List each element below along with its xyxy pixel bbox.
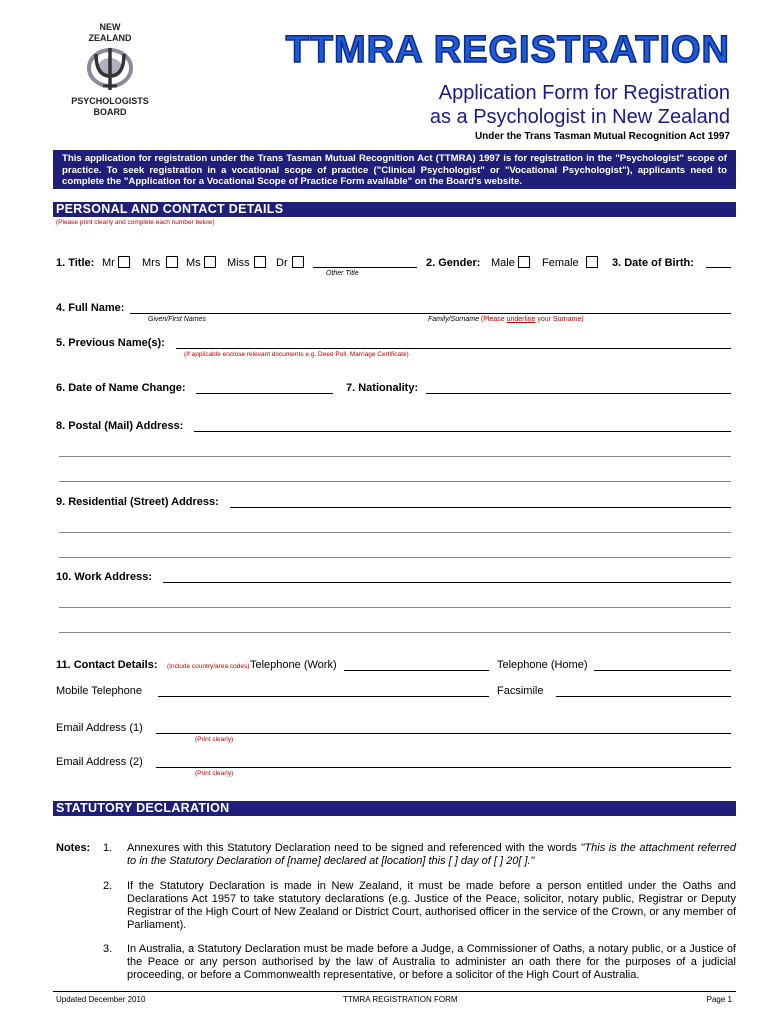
telephone-home-field[interactable]: [594, 670, 731, 671]
other-title-field[interactable]: [313, 267, 417, 268]
note-3-text: In Australia, a Statutory Declaration must be made before a Judge, a Commissioner of Oaths, a notary public, or a Justice of the Peace or any person authorised by the law of Australia to administer an oath there for the purposes of a judicial proceeding, or before a Commonwealth representative, or before a solicitor of the High Court of Australia.: [127, 943, 736, 981]
email-1-print-note: (Print clearly): [195, 736, 234, 743]
email-1-field[interactable]: [156, 733, 731, 734]
name-change-date-label: 6. Date of Name Change:: [56, 382, 186, 394]
work-address-field-2[interactable]: [59, 607, 731, 608]
mobile-telephone-field[interactable]: [158, 696, 489, 697]
title-mr-checkbox[interactable]: [118, 256, 130, 268]
footer-form-name: TTMRA REGISTRATION FORM: [343, 995, 458, 1004]
note-1-text-italic: "This is the attachment referred to in the Statutory Declaration of [name] declared at [location] this [ ] day of [ ] 20[ ].": [127, 842, 736, 867]
title-option-miss-label: Miss: [227, 257, 250, 269]
psi-emblem-icon: [86, 46, 134, 92]
email-1-label: Email Address (1): [56, 722, 143, 734]
note-1-text-plain: Annexures with this Statutory Declaration need to be signed and referenced with the words: [127, 842, 581, 854]
gender-male-checkbox[interactable]: [518, 256, 530, 268]
gender-female-checkbox[interactable]: [586, 256, 598, 268]
note-2-text: If the Statutory Declaration is made in New Zealand, it must be made before a person entitled under the Oaths and Declarations Act 1957 to take statutory declarations (e.g. Justice of the Peace, solicitor, notary public, Registrar or Deputy Registrar of the High Court of New Zealand or District Court, authorised officer in the service of the Crown, or any member of Parliament).: [127, 880, 736, 931]
contact-details-label: 11. Contact Details:: [56, 659, 158, 671]
title-mrs-checkbox[interactable]: [166, 256, 178, 268]
print-instruction: (Please print clearly and complete each number below): [56, 219, 215, 226]
footer-page-number: Page 1: [706, 995, 732, 1004]
logo-line-1: NEW: [99, 22, 121, 32]
title-option-ms-label: Ms: [186, 257, 201, 269]
email-2-print-note: (Print clearly): [195, 770, 234, 777]
work-address-field-3[interactable]: [59, 632, 731, 633]
residential-address-field-2[interactable]: [59, 532, 731, 533]
family-name-caption: [428, 316, 584, 323]
contact-details-note: (Include country/area codes): [167, 663, 250, 670]
full-name-field[interactable]: [130, 313, 731, 314]
note-1-number: 1.: [103, 842, 113, 854]
board-logo: [70, 22, 168, 122]
gender-female-label: Female: [542, 257, 579, 269]
email-2-field[interactable]: [156, 767, 731, 768]
family-name-note-underline: underline: [506, 316, 536, 323]
mobile-telephone-label: Mobile Telephone: [56, 685, 143, 697]
intro-banner: This application for registration under the Trans Tasman Mutual Recognition Act (TTMRA) 1997 is for registration in the "Psychologist" scope of practice. To seek registration in a vocational scope of practice ("Clinical Psychologist" or "Vocational Psychologist"), applicants need to complete the "Application for a Vocational Scope of Practice Form available" on the Board's website.: [53, 150, 736, 189]
act-reference: Under the Trans Tasman Mutual Recognition Act 1997: [474, 131, 730, 142]
statutory-section-heading: STATUTORY DECLARATION: [53, 801, 736, 816]
postal-address-field-2[interactable]: [59, 456, 731, 457]
footer-updated: Updated December 2010: [56, 995, 146, 1004]
dob-field[interactable]: [706, 267, 731, 268]
subtitle-line-2: as a Psychologist in New Zealand: [429, 106, 730, 128]
note-3-number: 3.: [103, 943, 113, 955]
telephone-home-label: Telephone (Home): [497, 659, 588, 671]
footer-rule: [53, 991, 736, 992]
previous-names-note: (If applicable enclose relevant documents e.g. Deed Poll, Marriage Certificate): [184, 351, 409, 358]
residential-address-label: 9. Residential (Street) Address:: [56, 496, 219, 508]
gender-label: 2. Gender:: [426, 257, 481, 269]
title-option-mr-label: Mr: [102, 257, 115, 269]
logo-line-4: BOARD: [93, 107, 127, 117]
previous-names-label: 5. Previous Name(s):: [56, 337, 165, 349]
personal-section-heading: PERSONAL AND CONTACT DETAILS: [53, 202, 736, 217]
nationality-field[interactable]: [426, 393, 731, 394]
logo-line-2: ZEALAND: [88, 33, 132, 43]
facsimile-field[interactable]: [556, 696, 731, 697]
dob-label: 3. Date of Birth:: [612, 257, 694, 269]
telephone-work-field[interactable]: [344, 670, 489, 671]
logo-line-3: PSYCHOLOGISTS: [71, 96, 149, 106]
residential-address-field-3[interactable]: [59, 557, 731, 558]
postal-address-field-1[interactable]: [194, 431, 731, 432]
family-name-note: [481, 316, 584, 323]
title-dr-checkbox[interactable]: [292, 256, 304, 268]
telephone-work-label: Telephone (Work): [250, 659, 337, 671]
previous-names-field[interactable]: [176, 348, 731, 349]
other-title-caption: Other Title: [326, 270, 359, 277]
subtitle-line-1: Application Form for Registration: [438, 82, 730, 104]
gender-male-label: Male: [491, 257, 515, 269]
note-2-number: 2.: [103, 880, 113, 892]
email-2-label: Email Address (2): [56, 756, 143, 768]
postal-address-field-3[interactable]: [59, 481, 731, 482]
work-address-label: 10. Work Address:: [56, 571, 152, 583]
title-option-dr-label: Dr: [276, 257, 288, 269]
postal-address-label: 8. Postal (Mail) Address:: [56, 420, 184, 432]
family-name-text: Family/Surname: [428, 316, 479, 323]
note-1-text: [127, 842, 736, 868]
family-name-note-pre: (Please: [480, 316, 507, 323]
family-name-note-post: your Surname): [535, 316, 584, 323]
title-ms-checkbox[interactable]: [204, 256, 216, 268]
full-name-label: 4. Full Name:: [56, 302, 125, 314]
page-title: TTMRA REGISTRATION: [285, 29, 730, 71]
given-names-caption: Given/First Names: [148, 316, 206, 323]
work-address-field-1[interactable]: [163, 582, 731, 583]
title-miss-checkbox[interactable]: [254, 256, 266, 268]
facsimile-label: Facsimile: [497, 685, 544, 697]
name-change-date-field[interactable]: [196, 393, 333, 394]
title-label: 1. Title:: [56, 257, 95, 269]
residential-address-field-1[interactable]: [230, 507, 731, 508]
notes-label: Notes:: [56, 842, 91, 854]
nationality-label: 7. Nationality:: [346, 382, 419, 394]
title-option-mrs-label: Mrs: [142, 257, 161, 269]
